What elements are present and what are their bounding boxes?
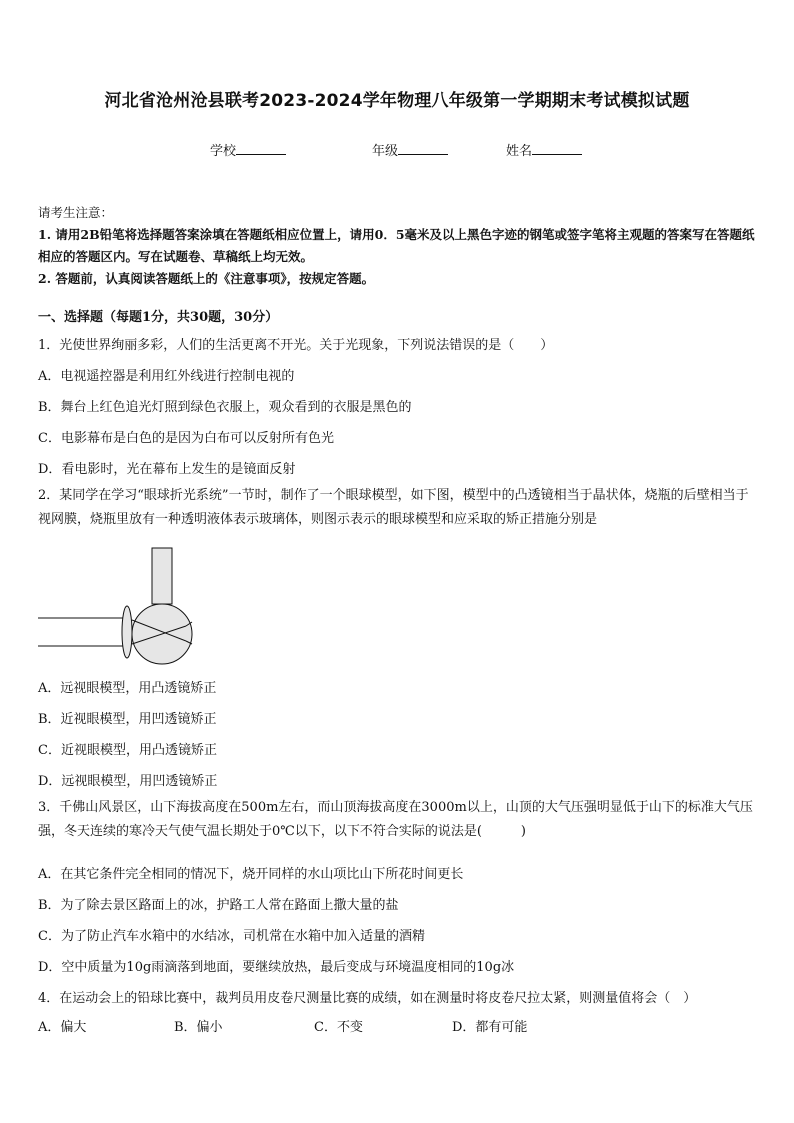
convex-lens [122, 606, 132, 658]
notice-item-2: 2. 答题前，认真阅读答题纸上的《注意事项》，按规定答题。 [38, 271, 375, 286]
question-1-option-b: B．舞台上红色追光灯照到绿色衣服上，观众看到的衣服是黑色的 [38, 400, 412, 415]
question-4-option-a: A．偏大 [38, 1020, 87, 1035]
grade-blank [398, 142, 448, 155]
question-3-option-d: D．空中质量为10g雨滴落到地面，要继续放热，最后变成与环境温度相同的10g冰 [38, 960, 515, 975]
question-1-option-a: A．电视遥控器是利用红外线进行控制电视的 [38, 369, 295, 384]
exam-title: 河北省沧州沧县联考2023-2024学年物理八年级第一学期期末考试模拟试题 [104, 91, 690, 111]
question-2-option-a: A．远视眼模型，用凸透镜矫正 [38, 681, 217, 696]
question-1-option-d: D．看电影时，光在幕布上发生的是镜面反射 [38, 462, 296, 477]
eye-model-figure [36, 546, 226, 670]
flask-neck [152, 548, 172, 604]
question-4-option-c: C．不变 [314, 1020, 363, 1035]
question-1-stem: 1．光使世界绚丽多彩，人们的生活更离不开光。关于光现象，下列说法错误的是（ ） [38, 338, 554, 353]
notice-item-1: 1. 请用2B铅笔将选择题答案涂填在答题纸相应位置上，请用0．5毫米及以上黑色字迹的钢笔或签字笔将主观题的答案写在答题纸相应的答题区内。写在试题卷、草稿纸上均无效。 [38, 227, 755, 264]
exam-notice [38, 202, 760, 290]
question-3-option-c: C．为了防止汽车水箱中的水结冰，司机常在水箱中加入适量的酒精 [38, 929, 425, 944]
name-field [506, 140, 582, 159]
student-info-row [0, 140, 794, 160]
question-2-stem: 2．某同学在学习“眼球折光系统”一节时，制作了一个眼球模型，如下图，模型中的凸透镜相当于晶状体，烧瓶的后壁相当于视网膜，烧瓶里放有一种透明液体表示玻璃体，则图示表示的眼球模型和应采取的矫正措施分别是 [38, 488, 749, 527]
question-1-option-c: C．电影幕布是白色的是因为白布可以反射所有色光 [38, 431, 334, 446]
question-2-option-c: C．近视眼模型，用凸透镜矫正 [38, 743, 217, 758]
question-3-option-b: B．为了除去景区路面上的冰，护路工人常在路面上撒大量的盐 [38, 898, 399, 913]
notice-heading: 请考生注意： [38, 205, 114, 220]
grade-label: 年级 [372, 144, 399, 159]
question-4-stem: 4．在运动会上的铅球比赛中，裁判员用皮卷尺测量比赛的成绩，如在测量时将皮卷尺拉太紧，则测量值将会（ ） [38, 991, 697, 1006]
question-4-option-d: D．都有可能 [452, 1020, 528, 1035]
name-label: 姓名 [506, 144, 533, 159]
question-3-stem: 3．千佛山风景区，山下海拔高度在500m左右，而山顶海拔高度在3000m以上，山顶的大气压强明显低于山下的标准大气压强，冬天连续的寒冷天气使气温长期处于0℃以下，以下不符合实际的说法是( ) [38, 800, 753, 839]
name-blank [532, 142, 582, 155]
school-blank [236, 142, 286, 155]
question-3-option-a: A．在其它条件完全相同的情况下，烧开同样的水山项比山下所花时间更长 [38, 867, 464, 882]
school-label: 学校 [210, 144, 237, 159]
question-4-option-b: B．偏小 [174, 1020, 223, 1035]
question-2-option-d: D．远视眼模型，用凹透镜矫正 [38, 774, 218, 789]
section-heading: 一、选择题（每题1分，共30题，30分） [38, 310, 279, 325]
school-field [210, 140, 286, 159]
grade-field [372, 140, 448, 159]
question-2-option-b: B．近视眼模型，用凹透镜矫正 [38, 712, 217, 727]
eye-model-diagram [36, 546, 226, 670]
